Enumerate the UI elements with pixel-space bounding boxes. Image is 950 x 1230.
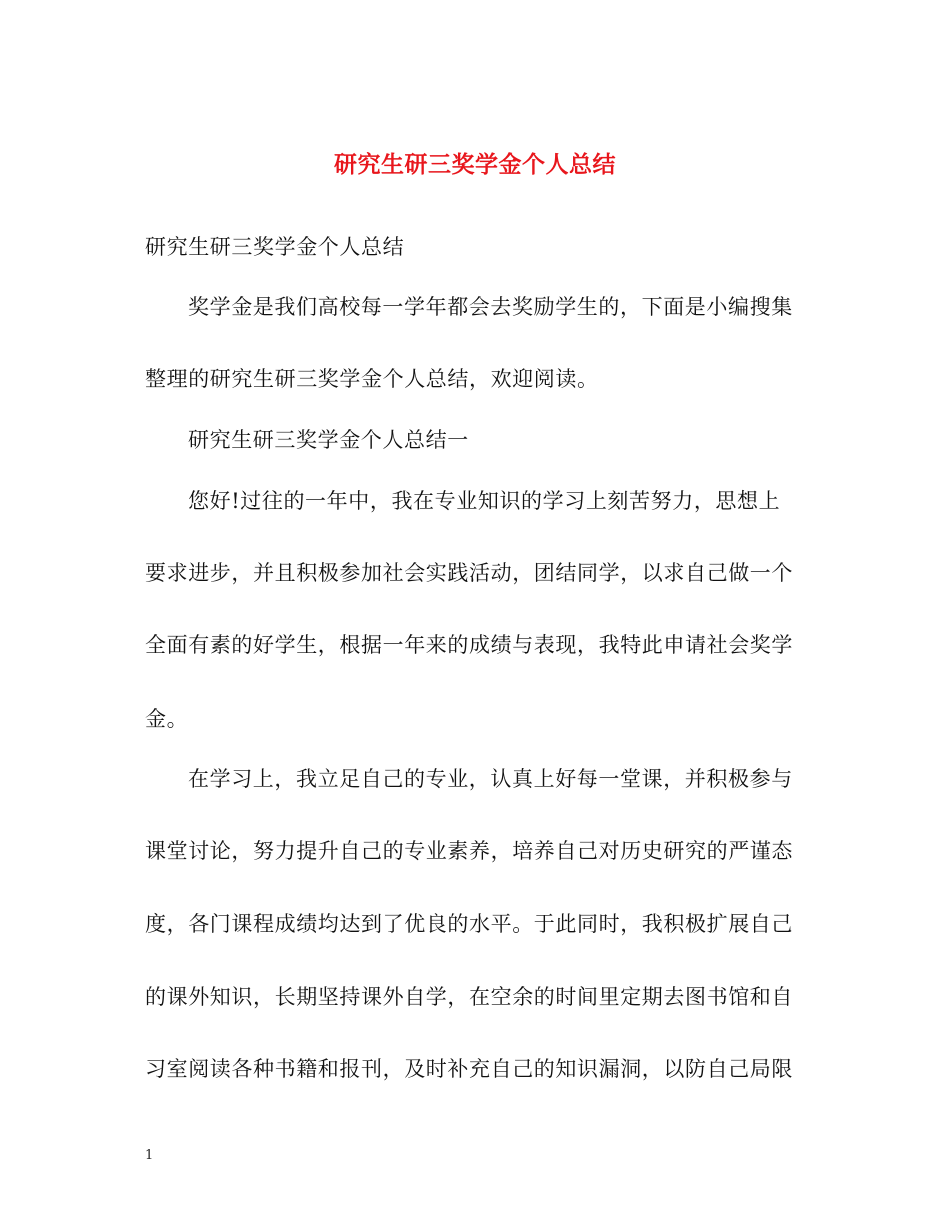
paragraph2-line-5: 习室阅读各种书籍和报刊，及时补充自己的知识漏洞，以防自己局限 [145,1057,793,1081]
heading-line: 研究生研三奖学金个人总结 [145,235,405,259]
paragraph2-line-4: 的课外知识，长期坚持课外自学，在空余的时间里定期去图书馆和自 [145,985,793,1009]
paragraph2-line-1: 在学习上，我立足自己的专业，认真上好每一堂课，并积极参与 [188,767,793,791]
paragraph1-line-2: 要求进步，并且积极参加社会实践活动，团结同学，以求自己做一个 [145,561,793,585]
paragraph1-line-1: 您好!过往的一年中，我在专业知识的学习上刻苦努力，思想上 [188,489,781,513]
paragraph2-line-3: 度，各门课程成绩均达到了优良的水平。于此同时，我积极扩展自己 [145,912,793,936]
intro-line-2: 整理的研究生研三奖学金个人总结，欢迎阅读。 [145,367,599,391]
paragraph1-line-3: 全面有素的好学生，根据一年来的成绩与表现，我特此申请社会奖学 [145,633,793,657]
document-title: 研究生研三奖学金个人总结 [334,151,616,178]
paragraph2-line-2: 课堂讨论，努力提升自己的专业素养，培养自己对历史研究的严谨态 [145,839,793,863]
intro-line-1: 奖学金是我们高校每一学年都会去奖励学生的，下面是小编搜集 [188,295,793,319]
paragraph1-line-4: 金。 [145,707,189,731]
page-number: 1 [145,1148,154,1163]
section-title: 研究生研三奖学金个人总结一 [188,428,469,452]
